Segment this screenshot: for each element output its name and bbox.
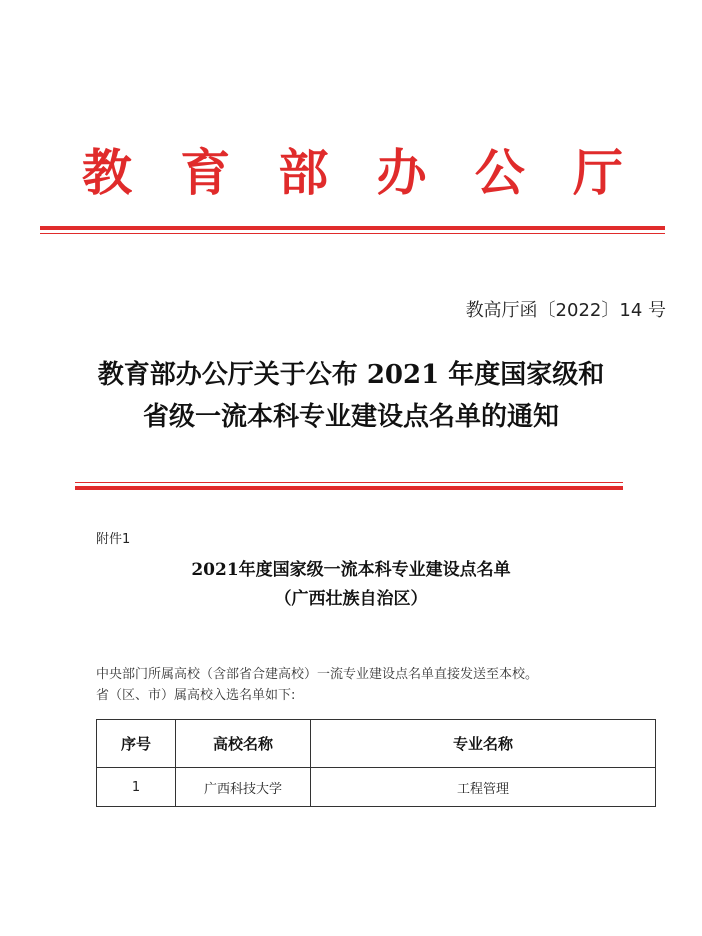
header-serial: 序号 — [97, 720, 176, 768]
header-major: 专业名称 — [311, 720, 656, 768]
title-rule-thin — [75, 482, 623, 483]
masthead-rule-thin — [40, 233, 665, 234]
masthead-rule-thick — [40, 226, 665, 230]
title-rule-thick — [75, 486, 623, 490]
notice-title-line-2: 省级一流本科专业建设点名单的通知 — [142, 402, 559, 432]
document-number: 教高厅函〔2022〕14 号 — [465, 300, 666, 321]
masthead — [40, 138, 665, 208]
masthead-char: 办 — [376, 143, 427, 202]
cell-major: 工程管理 — [311, 768, 656, 807]
table-row — [97, 768, 656, 807]
note-line-2: 省（区、市）属高校入选名单如下: — [96, 688, 296, 703]
masthead-char: 育 — [180, 143, 231, 202]
note-line-1: 中央部门所属高校（含部省合建高校）一流专业建设点名单直接发送至本校。 — [96, 667, 539, 682]
cell-university: 广西科技大学 — [176, 768, 311, 807]
masthead-char: 教 — [82, 143, 132, 202]
masthead-char: 部 — [278, 143, 329, 202]
region-subtitle: （广西壮族自治区） — [274, 589, 428, 609]
notice-title-line-1: 教育部办公厅关于公布 2021 年度国家级和 — [97, 360, 605, 390]
table-header-row — [97, 720, 656, 768]
majors-table — [96, 719, 656, 807]
header-university: 高校名称 — [176, 720, 311, 768]
masthead-char: 公 — [474, 143, 525, 202]
cell-serial: 1 — [97, 768, 176, 807]
attachment-label: 附件1 — [96, 532, 131, 547]
list-title: 2021年度国家级一流本科专业建设点名单 — [191, 560, 511, 580]
masthead-char: 厅 — [572, 143, 623, 202]
